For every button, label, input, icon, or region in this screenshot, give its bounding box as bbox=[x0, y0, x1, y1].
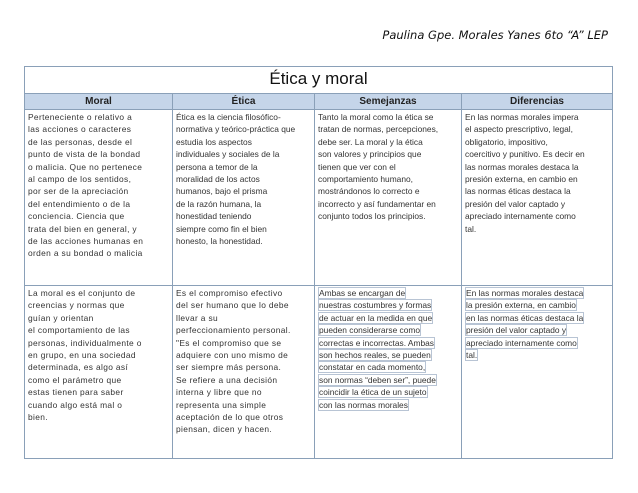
cell-text-line: incorrecto y así fundamentar en bbox=[318, 198, 436, 209]
cell-text-line: cuando algo está mal o bbox=[28, 399, 123, 410]
cell-text-line: tratan de normas, percepciones, bbox=[318, 124, 439, 135]
cell-text-line: obligatorio, impositivo, bbox=[465, 136, 548, 147]
cell-text-line: la presión externa, en cambio bbox=[466, 300, 576, 311]
cell-text-line: el aspecto prescriptivo, legal, bbox=[465, 124, 573, 135]
cell-text-line: como el parámetro que bbox=[28, 374, 122, 385]
cell-text-line: estas tienen para saber bbox=[28, 387, 124, 398]
cell-text-line: Es el compromiso efectivo bbox=[176, 288, 283, 298]
cell-text-line: coincidir la ética de un sujeto bbox=[319, 387, 427, 398]
cell-text-line: trata del bien en general, y bbox=[28, 223, 137, 234]
cell-text-line: ser siempre más persona. bbox=[176, 362, 282, 373]
table-cell bbox=[25, 110, 173, 286]
cell-text-line: punto de vista de la bondad bbox=[28, 149, 141, 160]
cell-text-line: por ser de la apreciación bbox=[28, 186, 129, 197]
cell-text-line: Tanto la moral como la ética se bbox=[318, 112, 434, 122]
cell-text-line: honestidad teniendo bbox=[176, 211, 252, 222]
cell-text-line: apreciado internamente como bbox=[466, 337, 577, 348]
cell-text-line: siempre como fin el bien bbox=[176, 223, 267, 234]
cell-text-line: normativa y teórico-práctica que bbox=[176, 124, 296, 135]
cell-text-line: las normas éticas destaca la bbox=[465, 186, 571, 197]
cell-text-line: representa una simple bbox=[176, 399, 267, 410]
cell-text-line: Ética es la ciencia filosófico- bbox=[176, 112, 281, 122]
cell-text-line: debe ser. La moral y la ética bbox=[318, 136, 423, 147]
cell-text-line: En las normas morales destaca bbox=[466, 288, 584, 298]
cell-text-line: moralidad de los actos bbox=[176, 174, 260, 185]
cell-text-line: del ser humano que lo debe bbox=[176, 300, 289, 311]
cell-text-line: comportamiento humano, bbox=[318, 174, 413, 185]
cell-text-line: perfeccionamiento personal. bbox=[176, 325, 291, 336]
cell-text-line: guían y orientan bbox=[28, 312, 94, 323]
header-row bbox=[25, 94, 613, 110]
cell-text-line: La moral es el conjunto de bbox=[28, 288, 136, 298]
cell-text-line: en las normas éticas destaca la bbox=[466, 312, 584, 323]
cell-text-line: correctas e incorrectas. Ambas bbox=[319, 337, 434, 348]
cell-text-line: bien. bbox=[28, 412, 48, 423]
table-cell bbox=[315, 286, 462, 459]
title-row bbox=[25, 67, 613, 94]
cell-text-line: las normas morales destaca la bbox=[465, 161, 579, 172]
cell-text-line: constatar en cada momento, bbox=[319, 362, 426, 373]
cell-text-line: son hechos reales, se pueden bbox=[319, 350, 431, 361]
cell-text-line: llevar a su bbox=[176, 312, 219, 323]
cell-text-line: son valores y principios que bbox=[318, 149, 422, 160]
cell-text-line: presión externa, en cambio en bbox=[465, 174, 578, 185]
cell-text-line: son normas “deben ser”, puede bbox=[319, 374, 436, 385]
cell-text-line: tienen que ver con el bbox=[318, 161, 396, 172]
author-name: Paulina Gpe. Morales Yanes 6to “A” LEP bbox=[382, 28, 608, 42]
cell-text-line: honesto, la honestidad. bbox=[176, 236, 263, 247]
column-header-semejanzas: Semejanzas bbox=[315, 94, 462, 110]
cell-text-line: individuales y sociales de la bbox=[176, 149, 280, 160]
cell-text-line: creencias y normas que bbox=[28, 300, 125, 311]
cell-text-line: de las acciones humanas en bbox=[28, 236, 144, 247]
cell-text-line: determinada, es algo así bbox=[28, 362, 129, 373]
cell-text-line: con las normas morales bbox=[319, 399, 408, 410]
column-header-etica: Ética bbox=[173, 94, 315, 110]
cell-text-line: conjunto todos los principios. bbox=[318, 211, 426, 222]
cell-text-line: de la razón humana, la bbox=[176, 198, 262, 209]
cell-text-line: aceptación de lo que otros bbox=[176, 412, 284, 423]
cell-text-line: de actuar en la medida en que bbox=[319, 312, 433, 323]
cell-text-line: las acciones o caracteres bbox=[28, 124, 132, 135]
cell-text-line: orden a su bondad o malicia bbox=[28, 248, 143, 259]
cell-text-line: Se refiere a una decisión bbox=[176, 374, 278, 385]
cell-text-line: personas, individualmente o bbox=[28, 337, 142, 348]
cell-text-line: Ambas se encargan de bbox=[319, 288, 406, 298]
cell-text-line: del entendimiento o de la bbox=[28, 198, 131, 209]
cell-text-line: presión del valor captado y bbox=[465, 198, 566, 209]
column-header-diferencias: Diferencias bbox=[462, 94, 613, 110]
cell-text-line: nuestras costumbres y formas bbox=[319, 300, 432, 311]
cell-text-line: coercitivo y punitivo. Es decir en bbox=[465, 149, 585, 160]
cell-text-line: el comportamiento de las bbox=[28, 325, 130, 336]
cell-text-line: o malicia. Que no pertenece bbox=[28, 161, 143, 172]
cell-text-line: persona a temor de la bbox=[176, 161, 258, 172]
cell-text-line: adquiere con uno mismo de bbox=[176, 350, 289, 361]
cell-text-line: tal. bbox=[466, 350, 478, 361]
table-cell bbox=[173, 286, 315, 459]
cell-text-line: "Es el compromiso que se bbox=[176, 337, 282, 348]
cell-text-line: de las personas, desde el bbox=[28, 136, 133, 147]
cell-text-line: humanos, bajo el prisma bbox=[176, 186, 268, 197]
cell-text-line: En las normas morales impera bbox=[465, 112, 579, 122]
cell-text-line: al campo de los sentidos, bbox=[28, 174, 132, 185]
cell-text-line: piensan, dicen y hacen. bbox=[176, 424, 273, 435]
table-row bbox=[25, 286, 613, 459]
table-cell bbox=[315, 110, 462, 286]
ethics-moral-table bbox=[24, 66, 613, 459]
cell-text-line: tal. bbox=[465, 223, 477, 234]
cell-text-line: mostrándonos lo correcto e bbox=[318, 186, 420, 197]
table-cell bbox=[173, 110, 315, 286]
column-header-moral: Moral bbox=[25, 94, 173, 110]
cell-text-line: presión del valor captado y bbox=[466, 325, 567, 336]
cell-text-line: estudia los aspectos bbox=[176, 136, 252, 147]
cell-text-line: Perteneciente o relativo a bbox=[28, 112, 133, 122]
table-row bbox=[25, 110, 613, 286]
table-cell bbox=[462, 286, 613, 459]
cell-text-line: interna y libre que no bbox=[176, 387, 262, 398]
cell-text-line: apreciado internamente como bbox=[465, 211, 576, 222]
cell-text-line: conciencia. Ciencia que bbox=[28, 211, 125, 222]
cell-text-line: pueden considerarse como bbox=[319, 325, 421, 336]
table-cell bbox=[462, 110, 613, 286]
table-cell bbox=[25, 286, 173, 459]
table-title: Ética y moral bbox=[25, 67, 613, 94]
cell-text-line: en grupo, en una sociedad bbox=[28, 350, 136, 361]
